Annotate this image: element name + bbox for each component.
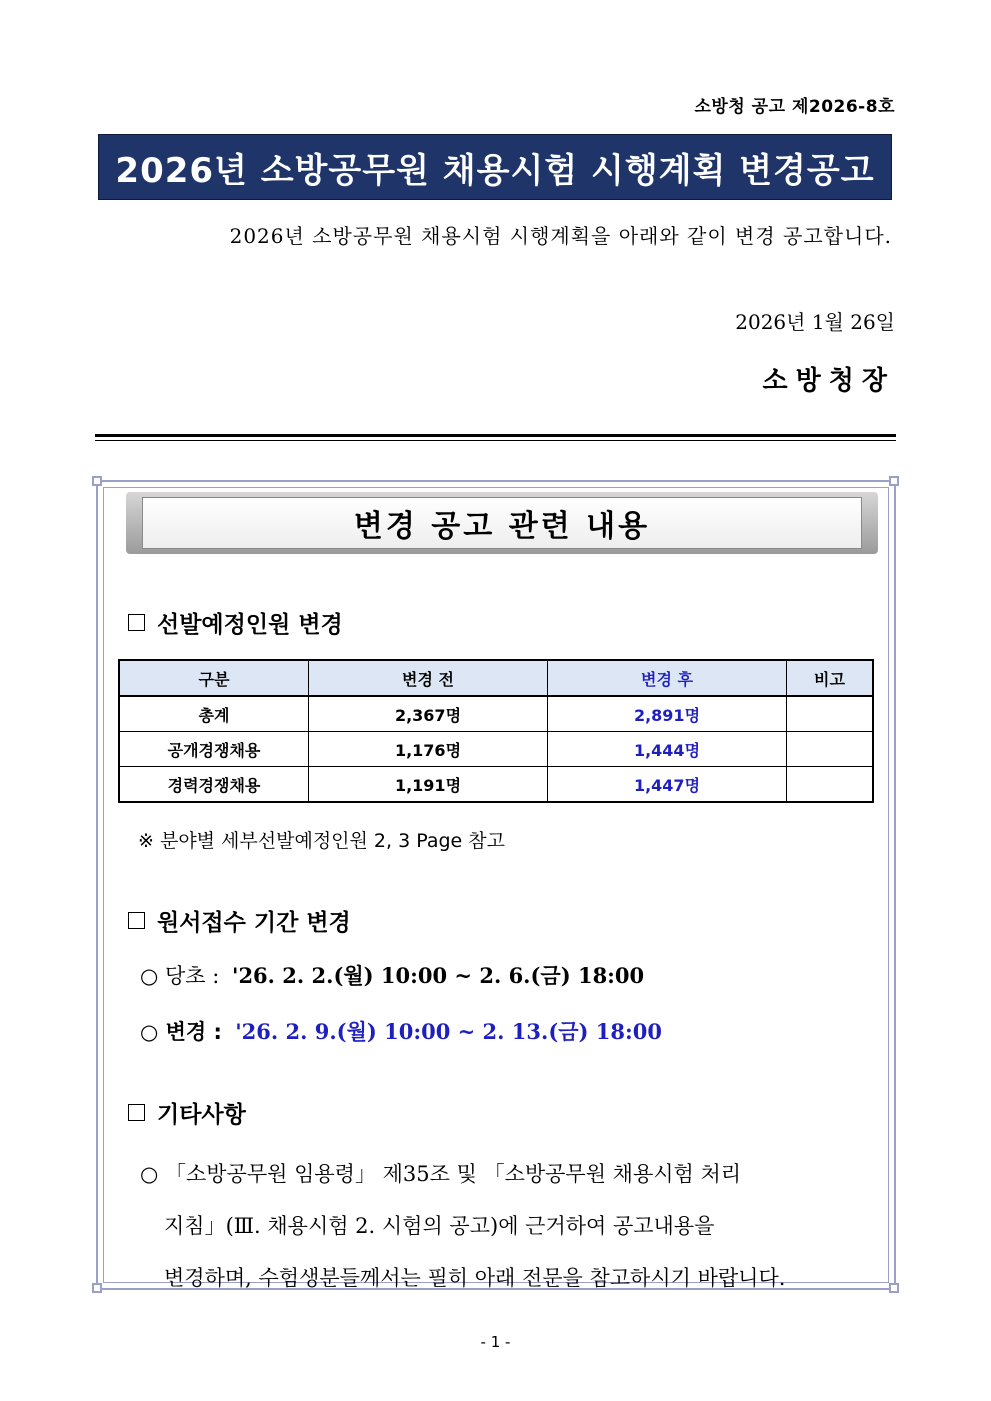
quota-heading-label: 선발예정인원 변경 xyxy=(157,612,343,638)
row-category: 공개경쟁채용 xyxy=(119,732,309,767)
checkbox-square-icon xyxy=(128,912,145,929)
period-changed-value: '26. 2. 9.(월) 10:00 ~ 2. 13.(금) 18:00 xyxy=(235,1019,662,1044)
table-row xyxy=(119,732,873,767)
row-note xyxy=(787,767,874,803)
divider-thin xyxy=(95,440,896,441)
row-category: 총계 xyxy=(119,696,309,732)
period-original-value: '26. 2. 2.(월) 10:00 ~ 2. 6.(금) 18:00 xyxy=(232,963,645,988)
title-banner xyxy=(98,134,892,200)
checkbox-square-icon xyxy=(128,614,145,631)
frame-corner-ornament xyxy=(889,1283,899,1293)
quota-heading xyxy=(128,606,343,639)
row-after: 1,447명 xyxy=(548,767,787,803)
table-row xyxy=(119,696,873,732)
column-header: 변경 후 xyxy=(548,660,787,696)
page-number: - 1 - xyxy=(480,1333,511,1351)
etc-line: 변경하며, 수험생분들께서는 필히 아래 전문을 참고하시기 바랍니다. xyxy=(164,1266,786,1290)
row-before: 1,191명 xyxy=(309,767,548,803)
notice-number: 소방청 공고 제2026-8호 xyxy=(694,97,895,117)
row-before: 2,367명 xyxy=(309,696,548,732)
etc-heading xyxy=(128,1096,246,1129)
row-after: 1,444명 xyxy=(548,732,787,767)
period-original-label: ○ 당초 : xyxy=(140,964,220,988)
table-row xyxy=(119,767,873,803)
frame-corner-ornament xyxy=(92,1283,102,1293)
quota-table xyxy=(118,659,874,803)
row-before: 1,176명 xyxy=(309,732,548,767)
section-banner-inner xyxy=(142,497,862,549)
frame-corner-ornament xyxy=(889,476,899,486)
row-note xyxy=(787,696,874,732)
etc-paragraph xyxy=(140,1148,880,1304)
period-heading-label: 원서접수 기간 변경 xyxy=(157,910,351,936)
table-header-row xyxy=(119,660,873,696)
column-header: 비고 xyxy=(787,660,874,696)
intro-text: 2026년 소방공무원 채용시험 시행계획을 아래와 같이 변경 공고합니다. xyxy=(229,224,892,248)
row-note xyxy=(787,732,874,767)
period-heading xyxy=(128,904,351,937)
period-original xyxy=(140,960,644,990)
period-changed-label: ○ 변경 : xyxy=(140,1020,222,1044)
divider-thick xyxy=(95,434,896,437)
row-after: 2,891명 xyxy=(548,696,787,732)
etc-line: 지침」(Ⅲ. 채용시험 2. 시험의 공고)에 근거하여 공고내용을 xyxy=(164,1214,715,1238)
document-title: 2026년 소방공무원 채용시험 시행계획 변경공고 xyxy=(115,150,875,191)
section-title: 변경 공고 관련 내용 xyxy=(353,509,651,544)
issuer: 소방청장 xyxy=(762,366,895,396)
notice-date: 2026년 1월 26일 xyxy=(735,310,895,334)
frame-corner-ornament xyxy=(92,476,102,486)
period-changed xyxy=(140,1016,662,1046)
column-header: 구분 xyxy=(119,660,309,696)
etc-line: ○ 「소방공무원 임용령」 제35조 및 「소방공무원 채용시험 처리 xyxy=(140,1162,742,1186)
row-category: 경력경쟁채용 xyxy=(119,767,309,803)
etc-heading-label: 기타사항 xyxy=(157,1102,246,1128)
column-header: 변경 전 xyxy=(309,660,548,696)
quota-footnote: ※ 분야별 세부선발예정인원 2, 3 Page 참고 xyxy=(138,830,505,852)
checkbox-square-icon xyxy=(128,1104,145,1121)
